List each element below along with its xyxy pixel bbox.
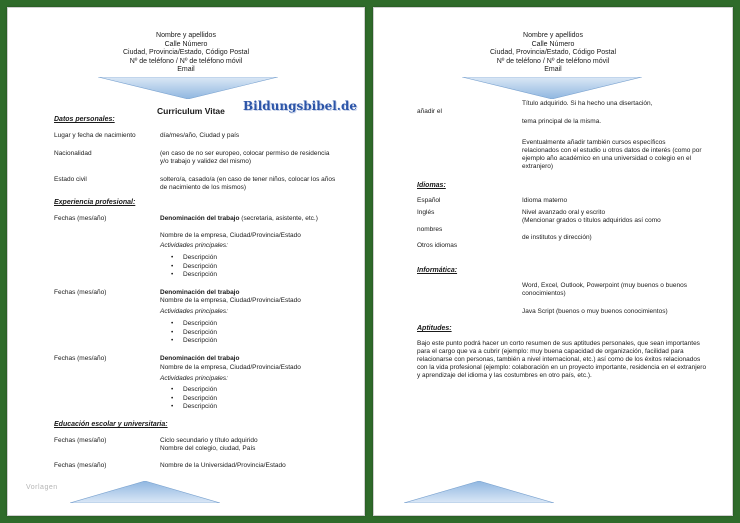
job-dates: Fechas (mes/año) <box>54 355 107 362</box>
section-aptitudes: Aptitudes: <box>417 325 452 332</box>
job-dates: Fechas (mes/año) <box>54 289 107 296</box>
job-title: Denominación del trabajo (secretaria, asistente, etc.) <box>160 215 318 222</box>
value-nacionalidad: (en caso de no ser europeo, colocar permiso de residencia y/o trabajo y validez del mismo) <box>160 150 330 165</box>
list-item: • Descripción <box>171 320 217 329</box>
lang-label: Inglés <box>417 209 435 216</box>
list-item: • Descripción <box>171 329 217 338</box>
thesis-label: añadir el <box>417 108 442 115</box>
job-title: Denominación del trabajo <box>160 355 240 362</box>
lang-value: de institutos y dirección) <box>522 234 592 241</box>
lang-label: Español <box>417 197 441 204</box>
it-skill: Word, Excel, Outlook, Powerpoint (muy buenos o buenos conocimientos) <box>522 282 687 297</box>
label-estado-civil: Estado civil <box>54 176 87 183</box>
label-nacionalidad: Nacionalidad <box>54 150 92 157</box>
list-item: • Descripción <box>171 395 217 404</box>
thesis-line2: tema principal de la misma. <box>522 118 602 125</box>
label-nacimiento: Lugar y fecha de nacimiento <box>54 132 136 139</box>
contact-city: Ciudad, Provincia/Estado, Código Postal <box>489 49 617 56</box>
arrow-banner-top <box>98 77 278 99</box>
list-item: • Descripción <box>171 263 217 272</box>
job-activities-list <box>171 386 217 412</box>
contact-block <box>8 32 364 75</box>
section-educacion: Educación escolar y universitaria: <box>54 421 168 428</box>
edu-dates: Fechas (mes/año) <box>54 437 107 444</box>
cv-title: Curriculum Vitae <box>157 106 225 116</box>
aptitudes-text: Bajo este punto podrá hacer un corto resumen de sus aptitudes personales, que sean importantes para el cargo que va a cubrir (ejemplo: muy buena capacidad de organización, facilidad para relacionarse con personas, también a nivel internacional, etc.) así como de los éxitos relacionados con la vida profesional (ejemplo: colaboración en un proyecto importante, residencia en el extranjero y aprendizaje del idioma y las costumbres en otro país, etc.). <box>417 340 707 379</box>
cv-page-left <box>7 7 365 516</box>
arrow-banner-top <box>462 77 642 99</box>
job-company: Nombre de la empresa, Ciudad/Provincia/Estado <box>160 232 301 239</box>
thesis-extra: Eventualmente añadir también cursos específicos relacionados con el estudio u otros datos de interés (como por ejemplo año académico en una universidad o colegio en el extranjero) <box>522 139 702 170</box>
contact-email: Email <box>177 66 195 73</box>
arrow-banner-bottom <box>70 481 220 503</box>
it-skill: Java Script (buenos o muy buenos conocimientos) <box>522 308 668 315</box>
contact-name: Nombre y apellidos <box>156 32 216 39</box>
section-informatica: Informática: <box>417 267 458 274</box>
edu-value: Ciclo secundario y título adquirido <box>160 437 258 444</box>
job-activities-label: Actividades principales: <box>160 375 228 382</box>
list-item: • Descripción <box>171 386 217 395</box>
lang-value: Nivel avanzado oral y escrito <box>522 209 606 216</box>
lang-value: Idioma materno <box>522 197 568 204</box>
contact-email: Email <box>544 66 562 73</box>
lang-label: Otros idiomas <box>417 242 458 249</box>
list-item: • Descripción <box>171 337 217 346</box>
thesis-line1: Título adquirido. Si ha hecho una disertación, <box>522 100 653 107</box>
section-datos-personales: Datos personales: <box>54 116 115 123</box>
edu-value: Nombre de la Universidad/Provincia/Estado <box>160 462 286 469</box>
section-idiomas: Idiomas: <box>417 182 446 189</box>
watermark-logo: Bildungsbibel.de <box>243 99 357 113</box>
job-activities-label: Actividades principales: <box>160 242 228 249</box>
section-experiencia: Experiencia profesional: <box>54 199 136 206</box>
contact-block <box>374 32 732 75</box>
cv-page-right <box>373 7 733 516</box>
value-nacimiento: día/mes/año, Ciudad y país <box>160 132 240 139</box>
list-item: • Descripción <box>171 254 217 263</box>
lang-label: nombres <box>417 226 443 233</box>
list-item: • Descripción <box>171 271 217 280</box>
contact-phone: Nº de teléfono / Nº de teléfono móvil <box>129 57 243 65</box>
value-estado-civil: soltero/a, casado/a (en caso de tener niños, colocar los años de nacimiento de los mismos) <box>160 176 336 191</box>
footer-watermark: Vorlagen <box>26 484 58 491</box>
edu-dates: Fechas (mes/año) <box>54 462 107 469</box>
job-company: Nombre de la empresa, Ciudad/Provincia/Estado <box>160 364 301 371</box>
list-item: • Descripción <box>171 403 217 412</box>
job-activities-list <box>171 254 217 280</box>
contact-street: Calle Número <box>164 40 208 48</box>
contact-street: Calle Número <box>531 40 575 48</box>
contact-city: Ciudad, Provincia/Estado, Código Postal <box>122 49 250 56</box>
lang-value: (Mencionar grados o títulos adquiridos así como <box>522 217 661 224</box>
job-activities-label: Actividades principales: <box>160 308 228 315</box>
contact-phone: Nº de teléfono / Nº de teléfono móvil <box>496 57 610 65</box>
edu-value-school: Nombre del colegio, ciudad, País <box>160 445 256 452</box>
job-dates: Fechas (mes/año) <box>54 215 107 222</box>
job-activities-list <box>171 320 217 346</box>
job-company: Nombre de la empresa, Ciudad/Provincia/Estado <box>160 297 301 304</box>
arrow-banner-bottom <box>404 481 554 503</box>
job-title: Denominación del trabajo <box>160 289 240 296</box>
contact-name: Nombre y apellidos <box>523 32 583 39</box>
